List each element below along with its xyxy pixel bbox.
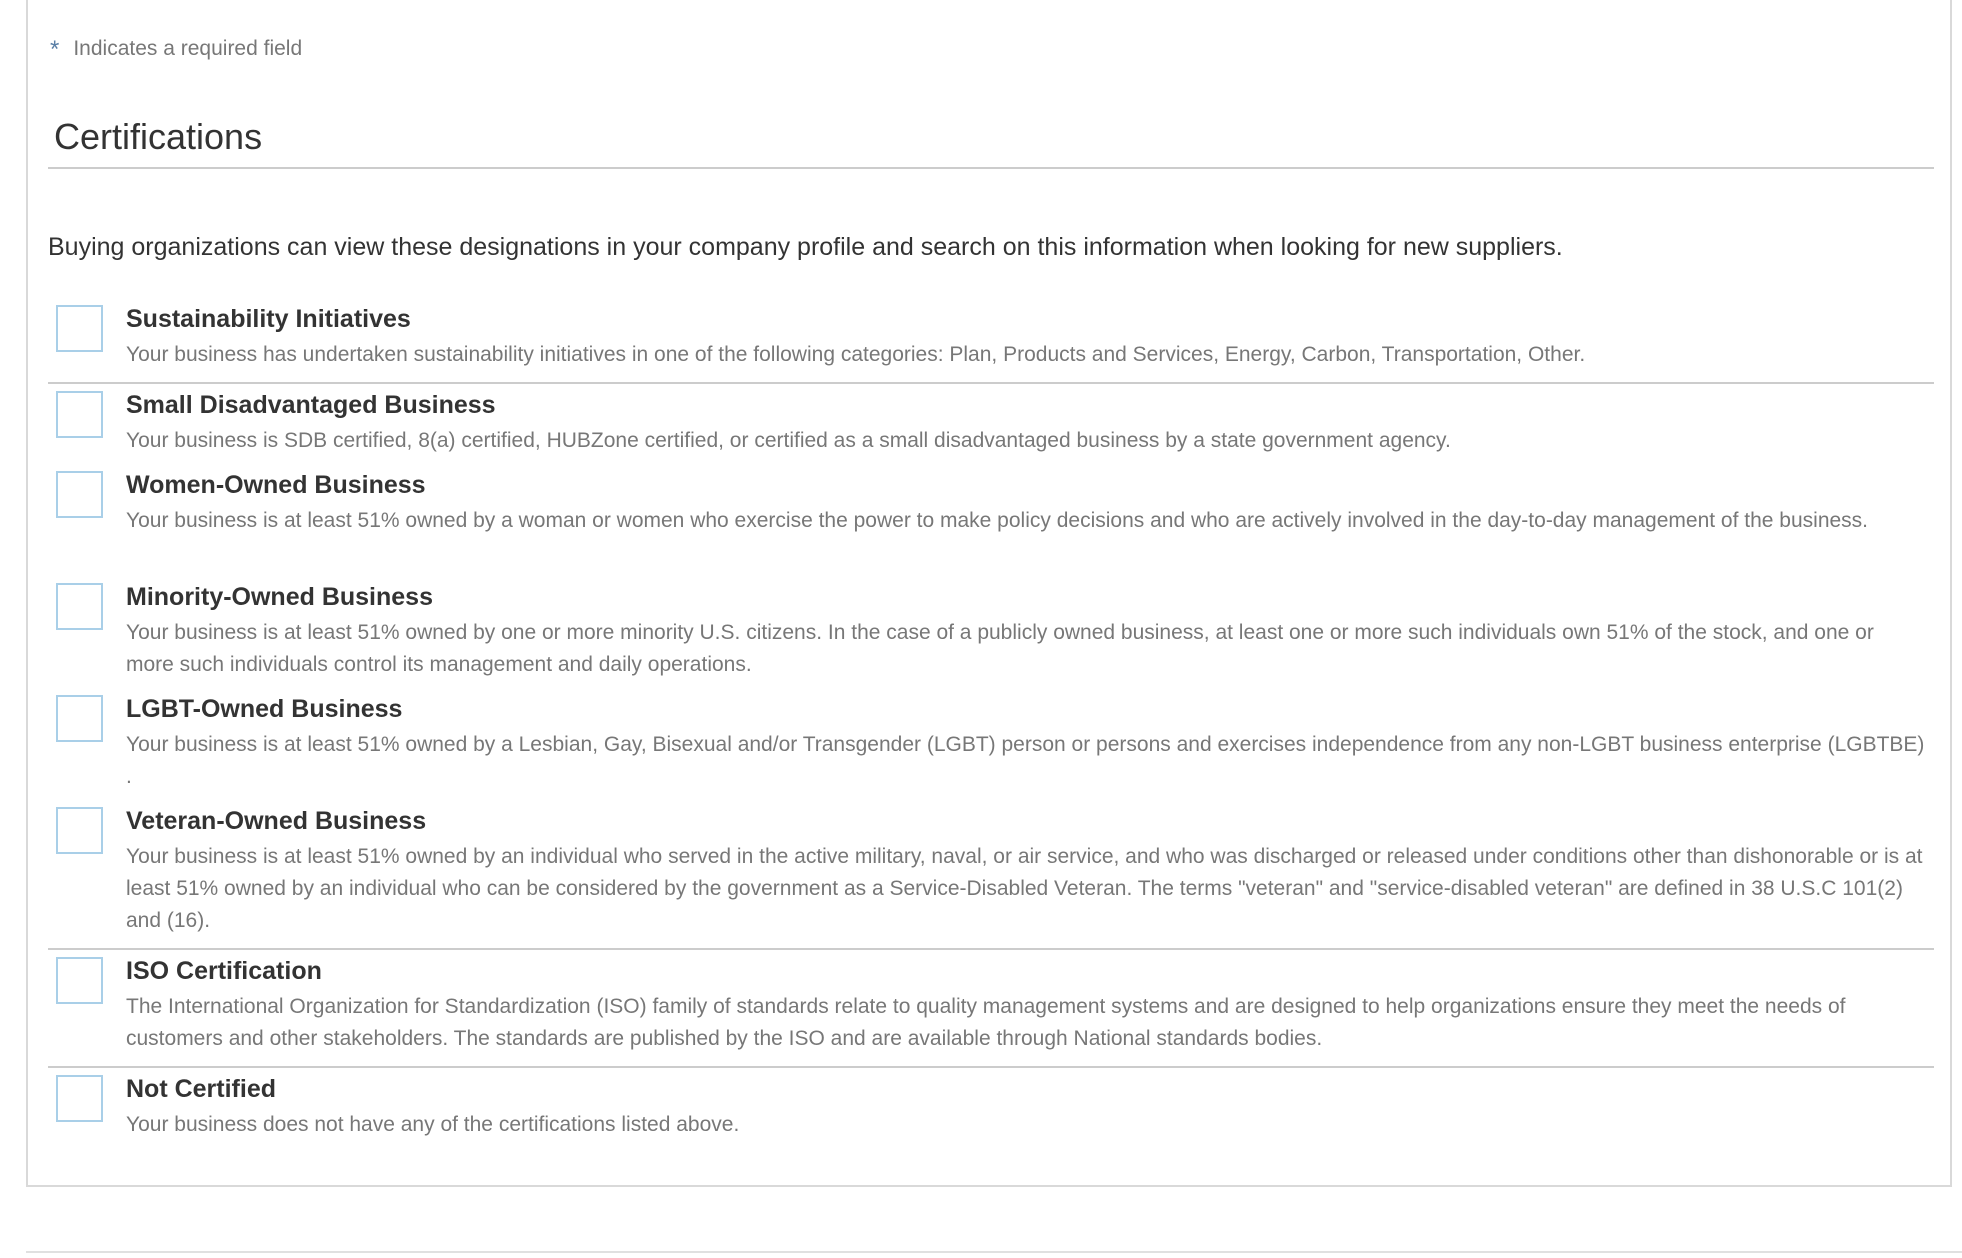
section-title: Certifications bbox=[54, 116, 263, 157]
divider bbox=[48, 1066, 1934, 1068]
section-intro: Buying organizations can view these designations in your company profile and search on this information when looking for new suppliers. bbox=[48, 233, 1563, 261]
certification-name: Veteran-Owned Business bbox=[126, 807, 427, 835]
certification-description: Your business has undertaken sustainability initiatives in one of the following categories: Plan, Products and Services, Energy, Carbon, Transportation, Other. bbox=[126, 343, 1586, 366]
certification-description: Your business is SDB certified, 8(a) certified, HUBZone certified, or certified as a small disadvantaged business by a state government agency. bbox=[126, 429, 1451, 452]
certification-description: Your business is at least 51% owned by one or more minority U.S. citizens. In the case of a publicly owned business, at least one or more such individuals own 51% of the stock, and one or more such individuals control its management and daily operations. bbox=[126, 621, 1874, 676]
small-disadvantaged-checkbox[interactable] bbox=[56, 391, 103, 438]
certification-name: ISO Certification bbox=[126, 957, 322, 985]
required-field-note bbox=[50, 36, 302, 64]
title-divider bbox=[48, 167, 1934, 169]
certification-name: Not Certified bbox=[126, 1075, 276, 1103]
iso-checkbox[interactable] bbox=[56, 957, 103, 1004]
certification-description: Your business is at least 51% owned by a Lesbian, Gay, Bisexual and/or Transgender (LGBT) person or persons and exercises independence from any non-LGBT business enterprise (LGBTBE) . bbox=[126, 733, 1925, 788]
women-owned-checkbox[interactable] bbox=[56, 471, 103, 518]
minority-owned-checkbox[interactable] bbox=[56, 583, 103, 630]
certification-description: Your business does not have any of the certifications listed above. bbox=[126, 1113, 740, 1136]
certification-description: The International Organization for Standardization (ISO) family of standards relate to quality management systems and are designed to help organizations ensure they meet the needs of customers and other stakeholders. The standards are published by the ISO and are available through National standards bodies. bbox=[126, 995, 1846, 1050]
certification-name: LGBT-Owned Business bbox=[126, 695, 403, 723]
sustainability-checkbox[interactable] bbox=[56, 305, 103, 352]
lgbt-owned-checkbox[interactable] bbox=[56, 695, 103, 742]
certification-name: Minority-Owned Business bbox=[126, 583, 433, 611]
required-marker: * bbox=[50, 36, 60, 63]
divider bbox=[48, 948, 1934, 950]
not-certified-checkbox[interactable] bbox=[56, 1075, 103, 1122]
certification-name: Sustainability Initiatives bbox=[126, 305, 411, 333]
footer-divider bbox=[26, 1251, 1962, 1253]
veteran-owned-checkbox[interactable] bbox=[56, 807, 103, 854]
certification-description: Your business is at least 51% owned by a woman or women who exercise the power to make policy decisions and who are actively involved in the day-to-day management of the business. bbox=[126, 509, 1869, 532]
certification-description: Your business is at least 51% owned by an individual who served in the active military, naval, or air service, and who was discharged or released under conditions other than dishonorable or is at least 51% owned by an individual who can be considered by the government as a Service-Disabled Veteran. The terms "veteran" and "service-disabled veteran" are defined in 38 U.S.C 101(2) and (16). bbox=[126, 845, 1923, 932]
divider bbox=[48, 382, 1934, 384]
certification-name: Women-Owned Business bbox=[126, 471, 426, 499]
required-note-text: Indicates a required field bbox=[73, 37, 303, 60]
certification-name: Small Disadvantaged Business bbox=[126, 391, 496, 419]
